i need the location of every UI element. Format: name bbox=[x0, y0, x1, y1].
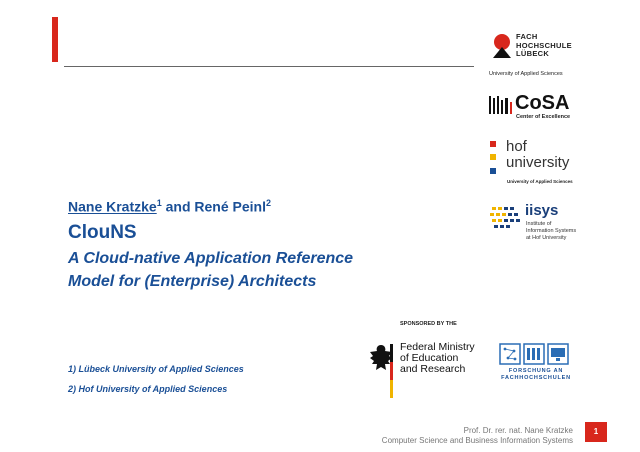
subtitle-line2: Model for (Enterprise) Architects bbox=[68, 273, 317, 290]
cosa-name: CoSA bbox=[515, 92, 570, 114]
author2-sup: 2 bbox=[265, 198, 271, 208]
iisys-grid-icon bbox=[490, 207, 522, 229]
iisys-name: iisys bbox=[525, 202, 559, 219]
fh-logo-line2: HOCHSCHULE bbox=[516, 40, 572, 50]
hof-logo-line2: university bbox=[506, 154, 570, 171]
authors-line bbox=[68, 198, 271, 215]
affiliation-1: 1) Lübeck University of Applied Sciences bbox=[68, 364, 244, 374]
bmbf-logo bbox=[366, 341, 475, 405]
fh-luebeck-logo bbox=[490, 32, 572, 64]
forschung-icons bbox=[499, 343, 571, 365]
hof-squares-icon bbox=[490, 141, 498, 177]
cosa-subtitle: Center of Excellence bbox=[516, 114, 571, 120]
author1-link[interactable]: Nane Kratzke bbox=[68, 198, 157, 215]
slide-title: ClouNS bbox=[68, 222, 137, 243]
forschung-fh-logo bbox=[499, 343, 571, 381]
accent-bar bbox=[52, 17, 58, 62]
iisys-line2: Information Systems bbox=[526, 228, 577, 234]
iisys-logo bbox=[490, 202, 577, 241]
author2-text: and René Peinl bbox=[161, 198, 266, 215]
header-divider bbox=[64, 66, 474, 67]
affiliation-2: 2) Hof University of Applied Sciences bbox=[68, 384, 228, 394]
footer-department: Computer Science and Business Information Systems bbox=[381, 436, 573, 445]
subtitle-line1: A Cloud-native Application Reference bbox=[68, 250, 354, 267]
fh-logo-line3: LÜBECK bbox=[516, 49, 550, 58]
cosa-logo bbox=[489, 92, 571, 120]
forschung-line1: FORSCHUNG AN bbox=[508, 368, 564, 374]
author1-sup: 1 bbox=[156, 198, 162, 208]
ministry-line2: of Education bbox=[400, 352, 459, 364]
ministry-line3: and Research bbox=[400, 363, 466, 375]
sponsor-label: SPONSORED BY THE bbox=[400, 321, 457, 327]
fh-logo-subtitle: University of Applied Sciences bbox=[489, 71, 563, 77]
cosa-bars-icon bbox=[489, 95, 513, 115]
federal-eagle-icon bbox=[366, 342, 396, 400]
ministry-line1: Federal Ministry bbox=[400, 341, 475, 353]
hof-university-logo bbox=[490, 138, 573, 184]
iisys-line1: Institute of bbox=[526, 221, 552, 227]
fh-luebeck-emblem-icon bbox=[490, 33, 514, 59]
footer bbox=[382, 426, 573, 446]
hof-logo-subtitle: University of Applied Sciences bbox=[507, 179, 573, 184]
page-number: 1 bbox=[585, 422, 607, 442]
forschung-line2: FACHHOCHSCHULEN bbox=[501, 375, 571, 381]
fh-logo-line1: FACH bbox=[516, 32, 538, 41]
hof-logo-line1: hof bbox=[506, 138, 527, 155]
iisys-line3: at Hof University bbox=[526, 235, 567, 241]
footer-author: Prof. Dr. rer. nat. Nane Kratzke bbox=[463, 426, 573, 435]
